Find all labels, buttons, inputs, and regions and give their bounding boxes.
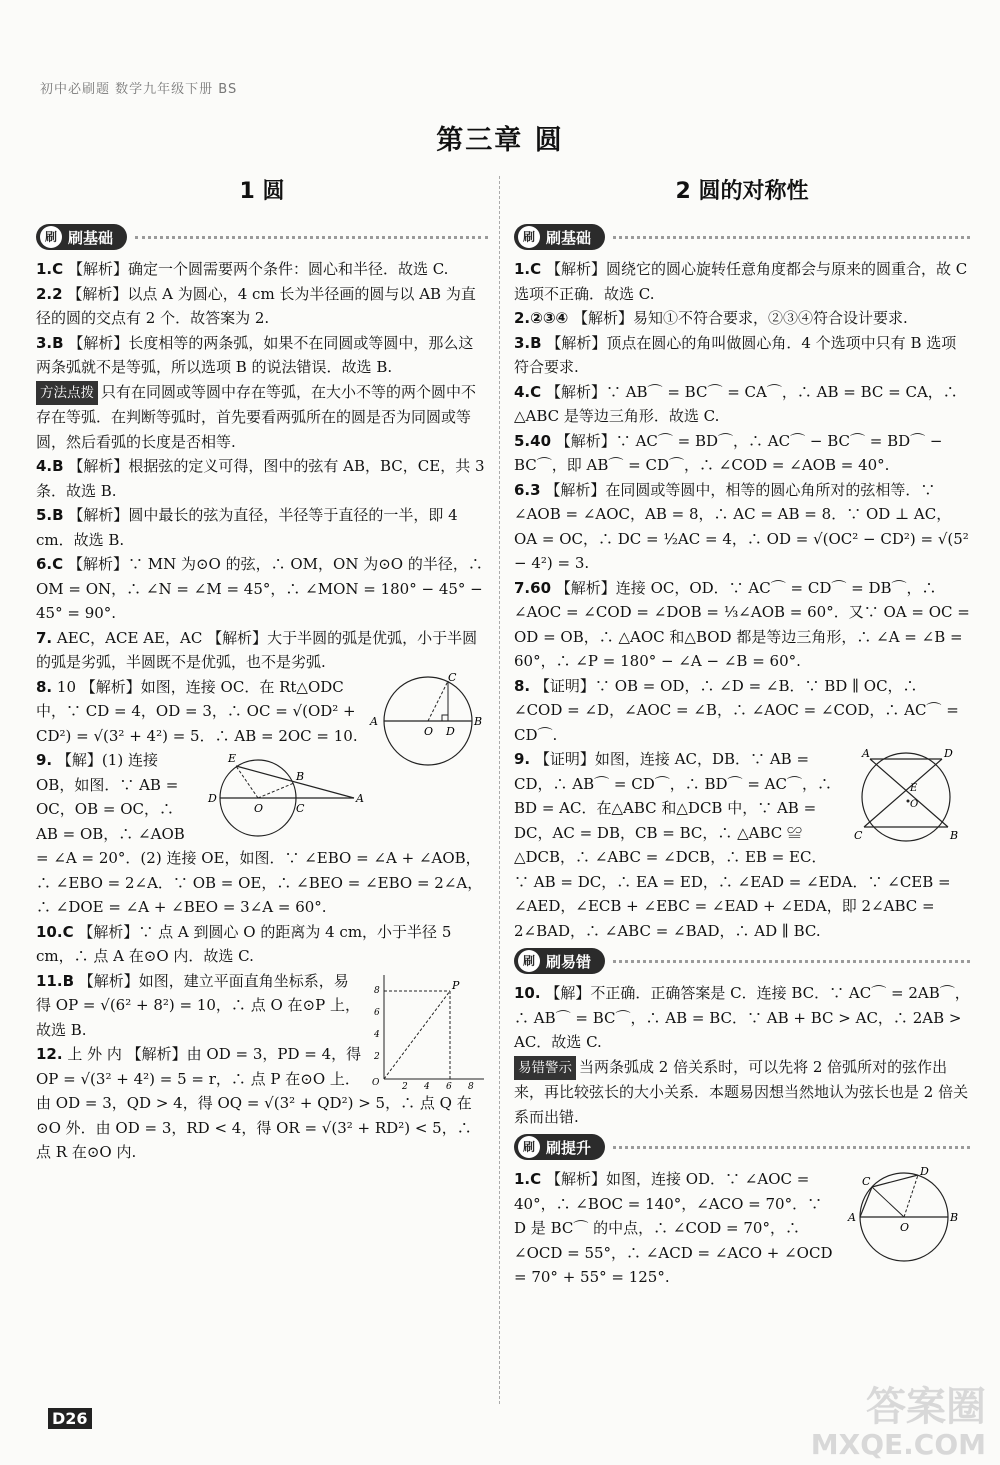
answer-item: A B C D O 1.C 【解析】如图，连接 OD．∵ ∠AOC = 40°，∴ ∠BOC = 140°，∠ACO = 70°．∵ D 是 BC⌒ 的中点，∴ ∠COD = 70°，∴ ∠OCD = 55°，∴ ∠ACD = ∠ACO + ∠OCD = 70° + 55° = 125°. xyxy=(514,1167,970,1290)
svg-text:8: 8 xyxy=(468,1081,474,1092)
answer-item: D A O C E B 9. 【解】(1) 连接 OB，如图．∵ AB = OC，OB = OC，∴ AB = OB，∴ ∠AOB = ∠A = 20°．(2) 连接 OE，如图．∵ ∠EBO = ∠A + ∠AOB，∴ ∠EBO = 2∠A．∵ OB = OE，∴ ∠BEO = ∠EBO = 2∠A，∴ ∠DOE = ∠A + ∠BEO = 3∠A = 60°. xyxy=(36,748,488,920)
answer-item: 5.40 【解析】∵ AC⌒ = BD⌒，∴ AC⌒ − BC⌒ = BD⌒ − BC⌒，即 AB⌒ = CD⌒，∴ ∠COD = ∠AOB = 40°. xyxy=(514,431,943,474)
page-header: 初中必刷题 数学九年级下册 BS xyxy=(40,82,238,97)
circle-figure-q9-right xyxy=(840,747,970,847)
svg-text:8: 8 xyxy=(374,985,380,996)
svg-text:A: A xyxy=(370,714,378,728)
practice-badge: 刷 刷提升 xyxy=(514,1134,605,1160)
svg-text:A: A xyxy=(862,747,870,760)
svg-text:A: A xyxy=(356,792,364,805)
answer-item: 10.C 【解析】∵ 点 A 到圆心 O 的距离为 4 cm，小于半径 5 cm，∴ 点 A 在⊙O 内．故选 C. xyxy=(36,922,452,965)
answer-item: A D C B E O 9. 【证明】如图，连接 AC，DB．∵ AB = CD，∴ AB⌒ = CD⌒，∴ BD⌒ = AC⌒，∴ BD = AC．在△ABC 和△DCB 中，∵ AB = DC，AC = DB，CB = BC，∴ △ABC ≌ △DCB，∴ ∠ABC = ∠DCB，∴ EB = EC．∵ AB = DC，∴ EA = ED，∴ ∠EAD = ∠EDA．∵ ∠CEB = ∠AED，∠ECB + ∠EBC = ∠EAD + ∠EDA，即 2∠ABC = 2∠BAD，∴ ∠ABC = ∠BAD，∴ AD ∥ BC. xyxy=(514,747,970,943)
answer-item: A B O D C 8. 10 【解析】如图，连接 OC．在 Rt△ODC 中，∵ CD = 4，OD = 3，∴ OC = √(OD² + CD²) = √(3² + 4²) = 5．∴ AB = 2OC = 10. xyxy=(36,675,488,749)
answer-item: 5.B 【解析】圆中最长的弦为直径，半径等于直径的一半，即 4 cm．故选 B. xyxy=(36,506,458,549)
svg-text:C: C xyxy=(862,1175,871,1188)
svg-text:O: O xyxy=(900,1221,910,1234)
column-divider xyxy=(499,176,500,1404)
left-column xyxy=(36,170,488,1165)
answer-item: 6.3 【解析】在同圆或等圆中，相等的圆心角所对的弦相等．∵ ∠AOB = ∠AOC，AB = 8，∴ AC = AB = 8．∵ OD ⊥ AC，OA = OC，∴ DC = ½AC = 4，∴ OD = √(OC² − CD²) = √(5² − 4²) = 3. xyxy=(514,480,969,572)
practice-badge-row xyxy=(514,223,970,251)
svg-text:E: E xyxy=(910,783,918,794)
svg-text:2: 2 xyxy=(402,1081,408,1092)
answer-item: 3.B 【解析】顶点在圆心的角叫做圆心角．4 个选项中只有 B 选项符合要求. xyxy=(514,333,957,376)
circle-figure-q9 xyxy=(192,748,362,838)
svg-text:D: D xyxy=(920,1165,929,1178)
svg-text:2: 2 xyxy=(374,1051,380,1062)
practice-badge-row xyxy=(514,1133,970,1161)
svg-text:B: B xyxy=(474,714,483,728)
answer-item: 12. 上 外 内 【解析】由 OD = 3，PD = 4，得 OP = √(3² + 4²) = 5 = r，∴ 点 P 在⊙O 上．由 OD = 3，QD > 4，得 OQ = √(3² + QD²) > 5，∴ 点 Q 在⊙O 外．由 OD = 3，RD < 4，得 OR = √(3² + RD²) < 5，∴ 点 R 在⊙O 内. xyxy=(36,1045,472,1161)
section-title: 1 圆 xyxy=(239,179,285,204)
method-tip: 方法点拨 只有在同圆或等圆中存在等弧，在大小不等的两个圆中不存在等弧．在判断等弧时，首先要看两弧所在的圆是否为同圆或等圆，然后看弧的长度是否相等. xyxy=(36,382,477,451)
svg-text:6: 6 xyxy=(446,1081,452,1092)
answer-item: 6.C 【解析】∵ MN 为⊙O 的弦，∴ OM，ON 为⊙O 的半径，∴ OM = ON，∴ ∠N = ∠M = 45°，∴ ∠MON = 180° − 45° − 45° = 90°. xyxy=(36,555,483,622)
answer-item: 7. AEC，ACE AE，AC 【解析】大于半圆的弧是优弧，小于半圆的弧是劣弧，半圆既不是优弧，也不是劣弧. xyxy=(36,628,478,671)
svg-text:A: A xyxy=(848,1211,856,1224)
practice-badge-row xyxy=(514,947,970,975)
watermark: 答案圈 MXQE.COM xyxy=(810,1384,986,1461)
brush-icon: 刷 xyxy=(518,1136,540,1158)
answer-item: 2.②③④ 【解析】易知①不符合要求，②③④符合设计要求. xyxy=(514,309,908,327)
svg-text:B: B xyxy=(950,829,959,842)
svg-text:B: B xyxy=(950,1211,959,1224)
circle-figure-q1-improve xyxy=(840,1167,970,1267)
answer-item: 8. 【证明】∵ OB = OD，∴ ∠D = ∠B．∵ BD ∥ OC，∴ ∠COD = ∠D，∠AOC = ∠B，∴ ∠AOC = ∠COD，∴ AC⌒ = CD⌒. xyxy=(514,676,959,744)
dotted-divider xyxy=(613,960,970,963)
answer-item: 7.60 【解析】连接 OC，OD．∵ AC⌒ = CD⌒ = DB⌒，∴ ∠AOC = ∠COD = ∠DOB = ⅓∠AOB = 60°．又∵ OA = OC = OD = OB，∴ △AOC 和△BOD 都是等边三角形，∴ ∠A = ∠B = 60°，∴ ∠P = 180° − ∠A − ∠B = 60°. xyxy=(514,578,970,670)
answer-item: 1.C 【解析】确定一个圆需要两个条件：圆心和半径．故选 C. xyxy=(36,260,449,278)
chapter-title: 第三章 圆 xyxy=(436,125,564,156)
svg-text:6: 6 xyxy=(374,1007,380,1018)
dotted-divider xyxy=(613,1146,970,1149)
svg-text:P: P xyxy=(452,978,460,992)
circle-figure-q8 xyxy=(368,670,488,767)
svg-text:O: O xyxy=(910,799,919,810)
practice-badge-row xyxy=(36,223,488,251)
practice-badge: 刷 刷基础 xyxy=(36,224,127,250)
brush-icon: 刷 xyxy=(40,226,62,248)
answer-item: 4.B 【解析】根据弦的定义可得，图中的弦有 AB，BC，CE，共 3 条．故选 B. xyxy=(36,457,485,500)
answer-item: 10. 【解】不正确．正确答案是 C．连接 BC．∵ AC⌒ = 2AB⌒，∴ AB⌒ = BC⌒，∴ AB = BC．∵ AB + BC > AC，∴ 2AB > AC．故选 C. xyxy=(514,984,970,1051)
svg-text:E: E xyxy=(228,752,237,765)
error-warning: 易错警示 当两条弧成 2 倍关系时，可以先将 2 倍弧所对的弦作出来，再比较弦长的大小关系．本题易因想当然地认为弦长也是 2 倍关系而出错. xyxy=(514,1057,969,1126)
svg-text:D: D xyxy=(208,792,217,805)
practice-badge: 刷 刷基础 xyxy=(514,224,605,250)
brush-icon: 刷 xyxy=(518,950,540,972)
page-number: D26 xyxy=(48,1408,92,1429)
svg-text:B: B xyxy=(296,770,305,783)
svg-text:O: O xyxy=(372,1077,380,1088)
answer-item: 1.C 【解析】圆绕它的圆心旋转任意角度都会与原来的圆重合，故 C 选项不正确．故选 C. xyxy=(514,260,968,303)
brush-icon: 刷 xyxy=(518,226,540,248)
dotted-divider xyxy=(613,236,970,239)
svg-text:D: D xyxy=(944,747,953,760)
practice-badge: 刷 刷易错 xyxy=(514,948,605,974)
right-column xyxy=(514,170,970,1290)
svg-text:4: 4 xyxy=(374,1029,380,1040)
answer-item: 4.C 【解析】∵ AB⌒ = BC⌒ = CA⌒，∴ AB = BC = CA，∴ △ABC 是等边三角形．故选 C. xyxy=(514,382,958,425)
svg-text:O: O xyxy=(254,802,264,815)
svg-text:4: 4 xyxy=(424,1081,430,1092)
svg-text:C: C xyxy=(448,670,457,684)
coordinate-figure-q11 xyxy=(368,969,488,1092)
section-title: 2 圆的对称性 xyxy=(675,179,809,204)
answer-item: 3.B 【解析】长度相等的两条弧，如果不在同圆或等圆中，那么这两条弧就不是等弧，所以选项 B 的说法错误．故选 B. xyxy=(36,333,474,376)
svg-text:C: C xyxy=(854,829,863,842)
dotted-divider xyxy=(135,236,488,239)
answer-item: P O 2 4 6 8 2 4 6 8 11.B 【解析】如图，建立平面直角坐标系，易得 OP = √(6² + 8²) = 10，∴ 点 O 在⊙P 上，故选 B. xyxy=(36,969,488,1043)
answer-item: 2.2 【解析】以点 A 为圆心，4 cm 长为半径画的圆与以 AB 为直径的圆的交点有 2 个．故答案为 2. xyxy=(36,284,476,327)
svg-text:D: D xyxy=(446,724,455,738)
svg-text:O: O xyxy=(424,724,434,738)
svg-text:C: C xyxy=(296,802,305,815)
